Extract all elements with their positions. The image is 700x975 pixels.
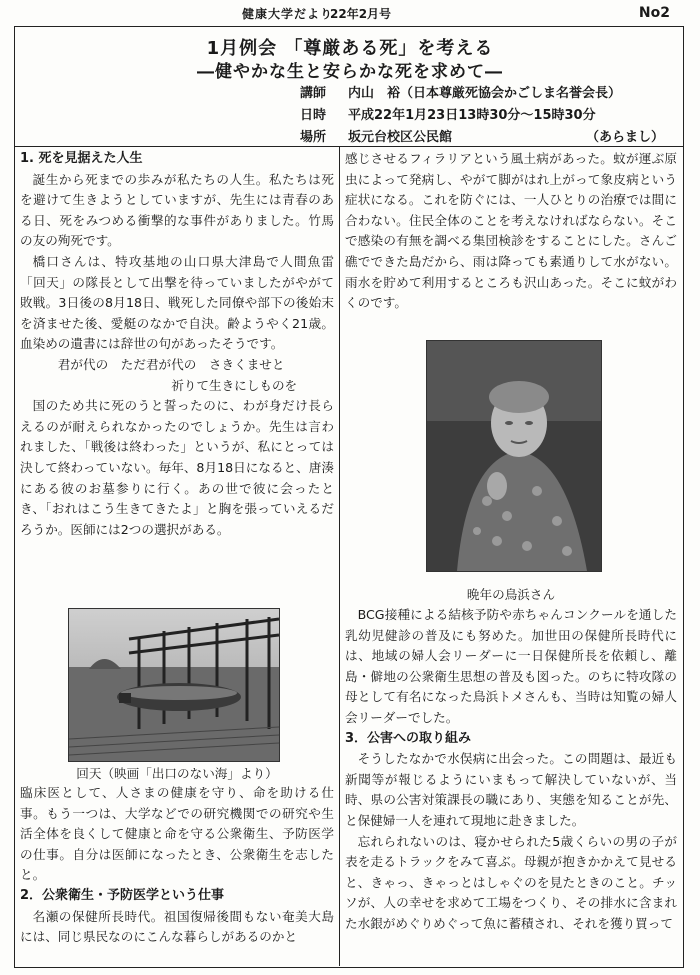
kaiten-photo-image [69, 609, 279, 761]
right-column-top [345, 149, 677, 314]
left-column [20, 149, 334, 540]
summary-note: （あらまし） [585, 130, 664, 145]
kaiten-photo-caption: 回天（映画「出口のない海」より） [76, 766, 278, 781]
torihama-photo [426, 340, 602, 572]
right-paragraph-4: 忘れられないのは、寝かせられた5歳くらいの男の子が表を走るトラックをみて喜ぶ。母親が抱きかかえて見せると、きゃっ、きゃっとはしゃぐのを見たときのこと。チッソが、人の幸せを求めて工場をつくり、その排水に含まれた水銀がめぐりめぐって魚に蓄積され、それを獲り買って [345, 833, 677, 931]
datetime-value: 平成22年1月23日13時30分～15時30分 [348, 108, 596, 123]
datetime-label: 日時 [300, 108, 327, 123]
poem-line-2: 祈りて生きにしものを [171, 377, 298, 393]
datetime-line [300, 104, 596, 123]
header-divider [14, 146, 684, 147]
issue-date: 22年2月号 [330, 7, 392, 21]
right-paragraph-1: 感じさせるフィラリアという風土病があった。蚊が運ぶ原虫によって発病し、やがて脚がはれ上がって象皮病という症状になる。これを防ぐには、一人ひとりの治療では間に合わない。住民全体のことを考えなければならない。そこで感染の有無を調べる集団検診をすることにした。さんご礁でできた島だから、雨は降っても素通りして水がない。雨水を貯めて利用するところも沢山あった。そこに蚊がわくのです。 [345, 151, 677, 311]
section-2-heading: 2．公衆衛生・予防医学という仕事 [20, 887, 225, 903]
torihama-photo-image [427, 341, 601, 571]
torihama-photo-caption: 晩年の鳥浜さん [466, 587, 556, 602]
lecturer-label: 講師 [300, 86, 327, 101]
poem-line-1: 君が代の ただ君が代の さきくませと [57, 356, 285, 372]
right-column-bottom [345, 605, 677, 935]
article-subtitle: ―健やかな生と安らかな死を求めて― [197, 62, 503, 82]
page-header [0, 3, 700, 21]
place-value: 坂元台校区公民館 [348, 130, 453, 145]
left-paragraph-3: 国のため共に死のうと誓ったのに、わが身だけ長らえるのが耐えられなかったのでしょうか。先生は言われました、「戦後は終わった」というが、私にとっては決して終わっていない。毎年、8月18日になると、唐湊にある彼のお墓参りに行く。あの世で彼に会ったとき、「おれはこう生きてきたよ」と胸を張っていえるだろうか。医師には2つの選択がある。 [20, 398, 334, 537]
section-3-heading: 3．公害への取り組み [345, 730, 472, 746]
left-paragraph-4: 臨床医として、人さまの健康を守り、命を助ける仕事。もう一つは、大学などでの研究機関での研究や生活全体を良くして健康と命を守る公衆衛生、予防医学の仕事。自分は医師になったとき、公衆衛生を志したと。 [20, 785, 334, 883]
left-paragraph-5: 名瀬の保健所長時代。祖国復帰後間もない奄美大島には、同じ県民なのにこんな暮らしがあるのかと [20, 908, 334, 945]
right-paragraph-3: そうしたなかで水俣病に出会った。この問題は、最近も新聞等が報じるようにいまもって解決していないが、当時、県の公害対策課長の職にあり、実態を知ることが先、と保健婦一人を連れて現地に赴きました。 [345, 751, 677, 828]
lecturer-value: 内山 裕（日本尊厳死協会かごしま名誉会長） [348, 86, 622, 101]
column-divider [339, 147, 340, 966]
page-number: No2 [638, 5, 670, 21]
section-1-heading: 1. 死を見据えた人生 [20, 151, 143, 166]
right-paragraph-2: BCG接種による結核予防や赤ちゃんコンクールを通した乳幼児健診の普及にも努めた。加世田の保健所長時代には、地域の婦人会リーダーに一日保健所長を依頼し、離島・僻地の公衆衛生思想の普及も図った。のちに特攻隊の母として有名になった鳥浜トメさんも、当時は知覧の婦人会リーダーでした。 [345, 607, 677, 725]
left-paragraph-2: 橋口さんは、特攻基地の山口県大津島で人間魚雷「回天」の隊長として出撃を待っていましたがやがて敗戦。3日後の8月18日、戦死した同僚や部下の後始末を済ませた後、愛艇のなかで自決。齢ようやく21歳。血染めの遺書には辞世の句があったそうです。 [20, 253, 334, 352]
left-column-bottom [20, 783, 334, 948]
place-line [300, 126, 664, 145]
kaiten-photo [68, 608, 280, 762]
publication-name: 健康大学だより [242, 7, 334, 21]
article-title: 1月例会 「尊厳ある死」を考える [206, 38, 494, 59]
left-paragraph-1: 誕生から死までの歩みが私たちの人生。私たちは死を避けて生きようとしていますが、先生には青春のある日、死をみつめる衝撃的な事件がありました。竹馬の友の殉死です。 [20, 171, 334, 249]
place-label: 場所 [300, 130, 327, 145]
lecturer-line [300, 82, 621, 101]
